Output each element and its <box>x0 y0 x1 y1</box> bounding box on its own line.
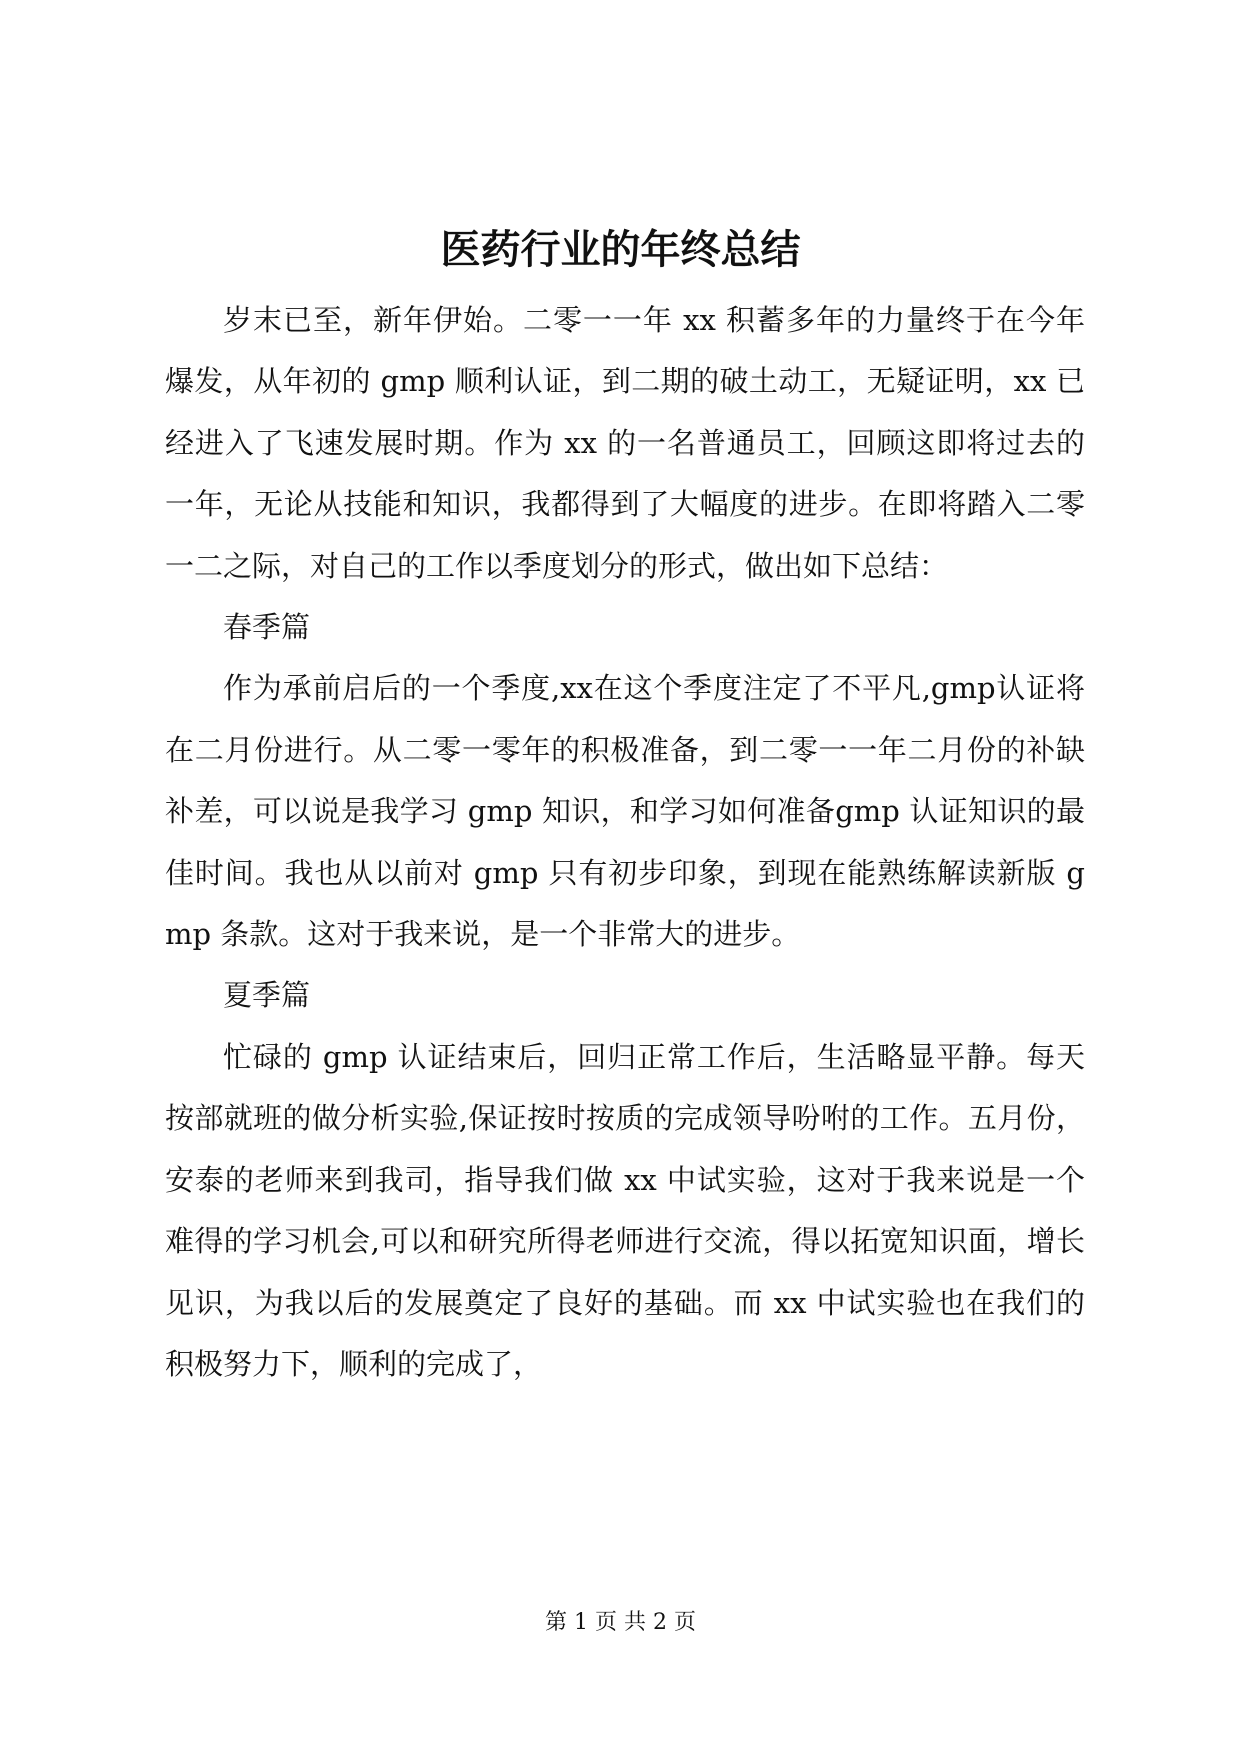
spring-paragraph: 作为承前启后的一个季度,xx在这个季度注定了不平凡,gmp认证将在二月份进行。从二零一零年的积极准备，到二零一一年二月份的补缺补差，可以说是我学习 gmp 知识，和学习如何准备gmp 认证知识的最佳时间。我也从以前对 gmp 只有初步印象，到现在能熟练解读新版 gmp 条款。这对于我来说，是一个非常大的进步。 <box>165 671 1085 952</box>
document-title: 医药行业的年终总结 <box>440 226 801 273</box>
section-heading-spring: 春季篇 <box>223 610 311 645</box>
section-heading-summer: 夏季篇 <box>223 978 311 1013</box>
intro-paragraph: 岁末已至，新年伊始。二零一一年 xx 积蓄多年的力量终于在今年爆发，从年初的 gmp 顺利认证，到二期的破土动工，无疑证明，xx 已经进入了飞速发展时期。作为 xx 的一名普通员工，回顾这即将过去的一年，无论从技能和知识，我都得到了大幅度的进步。在即将踏入二零一二之际，对自己的工作以季度划分的形式，做出如下总结： <box>165 303 1085 583</box>
document-body <box>165 290 1085 1395</box>
summer-paragraph: 忙碌的 gmp 认证结束后，回归正常工作后，生活略显平静。每天按部就班的做分析实验,保证按时按质的完成领导吩咐的工作。五月份，安泰的老师来到我司，指导我们做 xx 中试实验，这对于我来说是一个难得的学习机会,可以和研究所得老师进行交流，得以拓宽知识面，增长见识，为我以后的发展奠定了良好的基础。而 xx 中试实验也在我们的积极努力下，顺利的完成了， <box>165 1039 1085 1381</box>
page-number-footer: 第 1 页 共 2 页 <box>545 1610 696 1635</box>
